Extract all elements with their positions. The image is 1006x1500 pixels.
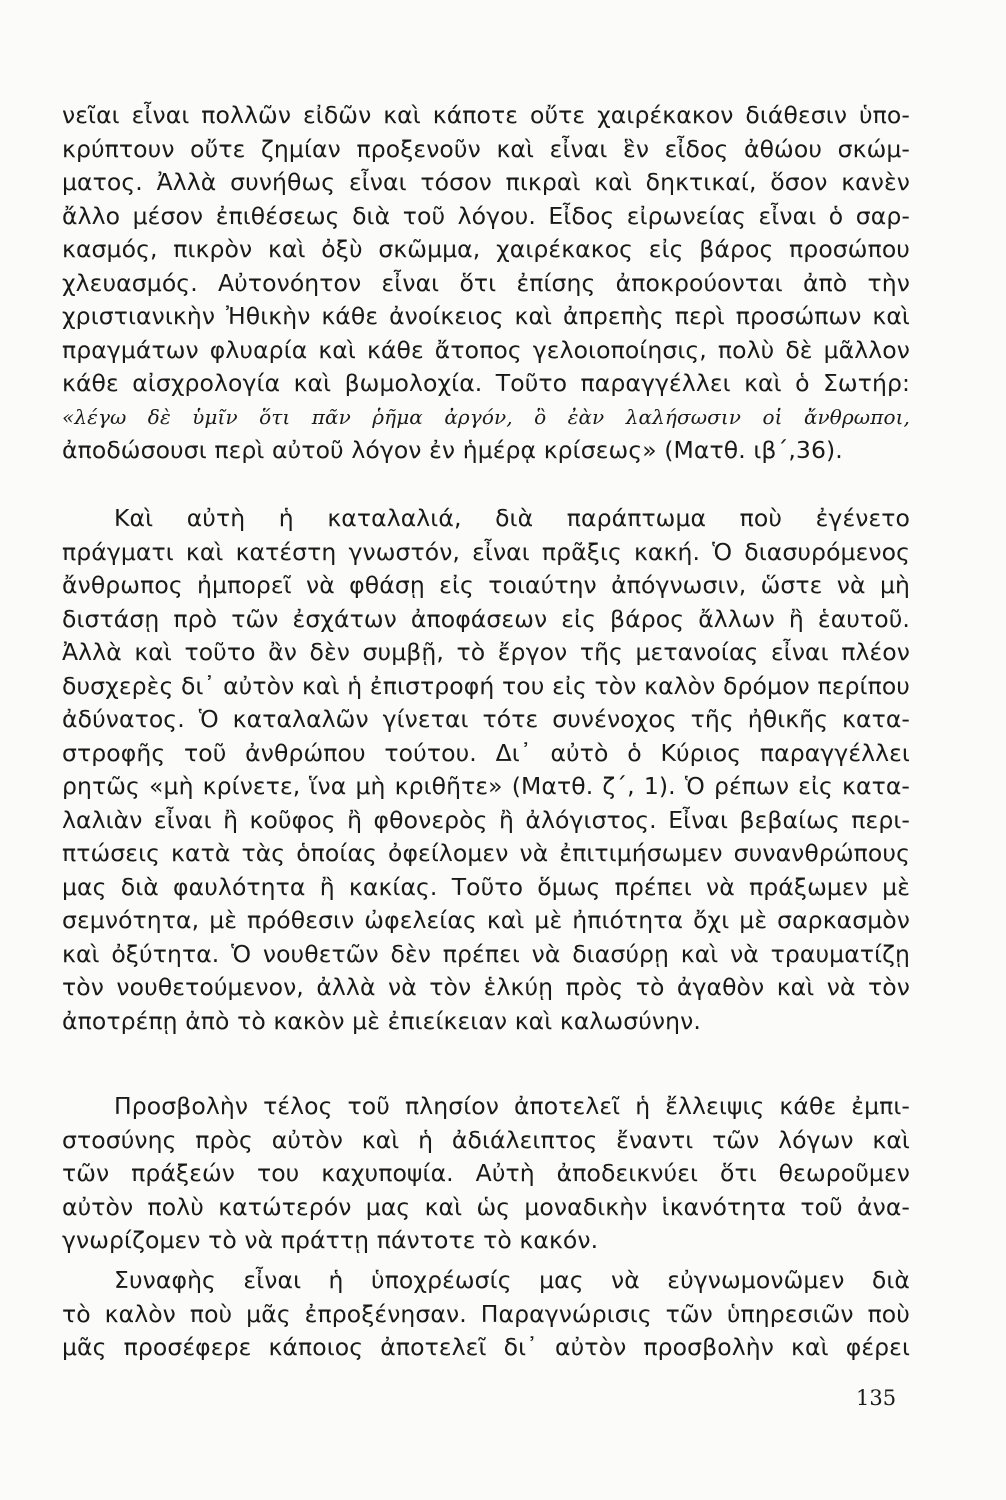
- text-line: ρητῶς «μὴ κρίνετε, ἵνα μὴ κριθῆτε» (Ματθ. ζ΄, 1). Ὁ ρέπων εἰς κατα-: [62, 772, 910, 800]
- text-line: τῶν πράξεών του καχυποψία. Αὐτὴ ἀποδεικνύει ὅτι θεωροῦμεν: [62, 1159, 910, 1187]
- text-line: ματος. Ἀλλὰ συνήθως εἶναι τόσον πικραὶ καὶ δηκτικαί, ὅσον κανὲν: [62, 168, 910, 196]
- text-line: πραγμάτων φλυαρία καὶ κάθε ἄτοπος γελοιοποίησις, πολὺ δὲ μᾶλλον: [62, 335, 910, 364]
- text-line: Συναφὴς εἶναι ἡ ὑποχρέωσίς μας νὰ εὐγνωμονῶμεν διὰ: [114, 1266, 910, 1294]
- text-line: κασμός, πικρὸν καὶ ὀξὺ σκῶμμα, χαιρέκακος εἰς βάρος προσώπου: [62, 235, 910, 263]
- text-line: ἀδύνατος. Ὁ καταλαλῶν γίνεται τότε συνένοχος τῆς ἠθικῆς κατα-: [62, 705, 910, 733]
- text-line: χλευασμός. Αὐτονόητον εἶναι ὅτι ἐπίσης ἀποκρούονται ἀπὸ τὴν: [62, 268, 910, 297]
- text-line: μας διὰ φαυλότητα ἢ κακίας. Τοῦτο ὅμως πρέπει νὰ πράξωμεν μὲ: [62, 872, 910, 901]
- text-line: τὸν νουθετούμενον, ἀλλὰ νὰ τὸν ἑλκύῃ πρὸς τὸ ἀγαθὸν καὶ νὰ τὸν: [62, 973, 910, 1001]
- text-line: κρύπτουν οὔτε ζημίαν προξενοῦν καὶ εἶναι ἓν εἶδος ἀθώου σκώμ-: [62, 134, 910, 163]
- text-line: καὶ ὀξύτητα. Ὁ νουθετῶν δὲν πρέπει νὰ διασύρῃ καὶ νὰ τραυματίζῃ: [62, 939, 910, 968]
- text-line: στοσύνης πρὸς αὐτὸν καὶ ἡ ἀδιάλειπτος ἔναντι τῶν λόγων καὶ: [62, 1125, 910, 1154]
- text-line: Ἀλλὰ καὶ τοῦτο ἂν δὲν συμβῇ, τὸ ἔργον τῆς μετανοίας εἶναι πλέον: [62, 638, 910, 666]
- text-line: αὐτὸν πολὺ κατώτερόν μας καὶ ὡς μοναδικὴν ἱκανότητα τοῦ ἀνα-: [62, 1192, 910, 1221]
- text-line: λαλιὰν εἶναι ἢ κοῦφος ἢ φθονερὸς ἢ ἀλόγιστος. Εἶναι βεβαίως περι-: [62, 805, 910, 834]
- text-line: ἄνθρωπος ἠμπορεῖ νὰ φθάσῃ εἰς τοιαύτην ἀπόγνωσιν, ὥστε νὰ μὴ: [62, 571, 910, 599]
- text-line: μᾶς προσέφερε κάποιος ἀποτελεῖ δι᾽ αὐτὸν προσβολὴν καὶ φέρει: [62, 1333, 910, 1361]
- text-line: ἄλλο μέσον ἐπιθέσεως διὰ τοῦ λόγου. Εἶδος εἰρωνείας εἶναι ὁ σαρ-: [62, 201, 910, 230]
- text-line: Καὶ αὐτὴ ἡ καταλαλιά, διὰ παράπτωμα ποὺ ἐγένετο: [114, 504, 910, 532]
- text-line: νεῖαι εἶναι πολλῶν εἰδῶν καὶ κάποτε οὔτε χαιρέκακον διάθεσιν ὑπο-: [62, 101, 910, 129]
- text-line: σεμνότητα, μὲ πρόθεσιν ὠφελείας καὶ μὲ ἠπιότητα ὄχι μὲ σαρκασμὸν: [62, 906, 910, 934]
- text-line: Προσβολὴν τέλος τοῦ πλησίον ἀποτελεῖ ἡ ἔλλειψις κάθε ἐμπι-: [114, 1092, 910, 1120]
- text-line: διστάσῃ πρὸ τῶν ἐσχάτων ἀποφάσεων εἰς βάρος ἄλλων ἢ ἑαυτοῦ.: [62, 604, 910, 633]
- scripture-quote-line: ἀποδώσουσι περὶ αὐτοῦ λόγον ἐν ἡμέρᾳ κρίσεως» (Ματθ. ιβ΄,36).: [62, 436, 843, 464]
- text-line: πτώσεις κατὰ τὰς ὁποίας ὀφείλομεν νὰ ἐπιτιμήσωμεν συνανθρώπους: [62, 839, 910, 867]
- text-line: γνωρίζομεν τὸ νὰ πράττῃ πάντοτε τὸ κακόν.: [62, 1226, 599, 1254]
- text-line: ἀποτρέπῃ ἀπὸ τὸ κακὸν μὲ ἐπιείκειαν καὶ καλωσύνην.: [62, 1006, 701, 1035]
- text-line: πράγματι καὶ κατέστη γνωστόν, εἶναι πρᾶξις κακή. Ὁ διασυρόμενος: [62, 537, 910, 566]
- text-line: δυσχερὲς δι᾽ αὐτὸν καὶ ἡ ἐπιστροφή του εἰς τὸν καλὸν δρόμον περίπου: [62, 671, 910, 700]
- scripture-quote-line: «λέγω δὲ ὑμῖν ὅτι πᾶν ῥῆμα ἀργόν, ὃ ἐὰν λαλήσωσιν οἱ ἄνθρωποι,: [62, 404, 910, 429]
- text-line: τὸ καλὸν ποὺ μᾶς ἐπροξένησαν. Παραγνώρισις τῶν ὑπηρεσιῶν ποὺ: [62, 1299, 910, 1328]
- text-line: κάθε αἰσχρολογία καὶ βωμολοχία. Τοῦτο παραγγέλλει καὶ ὁ Σωτήρ:: [62, 369, 910, 397]
- text-line: χριστιανικὴν Ἠθικὴν κάθε ἀνοίκειος καὶ ἀπρεπὴς περὶ προσώπων καὶ: [62, 302, 910, 330]
- paragraph-distrust: [62, 1090, 910, 1258]
- paragraph-gratitude: [62, 1264, 910, 1365]
- text-line: στροφῆς τοῦ ἀνθρώπου τούτου. Δι᾽ αὐτὸ ὁ Κύριος παραγγέλλει: [62, 738, 910, 767]
- page-number: 135: [856, 1386, 897, 1410]
- paragraph-irony: [62, 99, 910, 468]
- paragraph-slander: [62, 502, 910, 1038]
